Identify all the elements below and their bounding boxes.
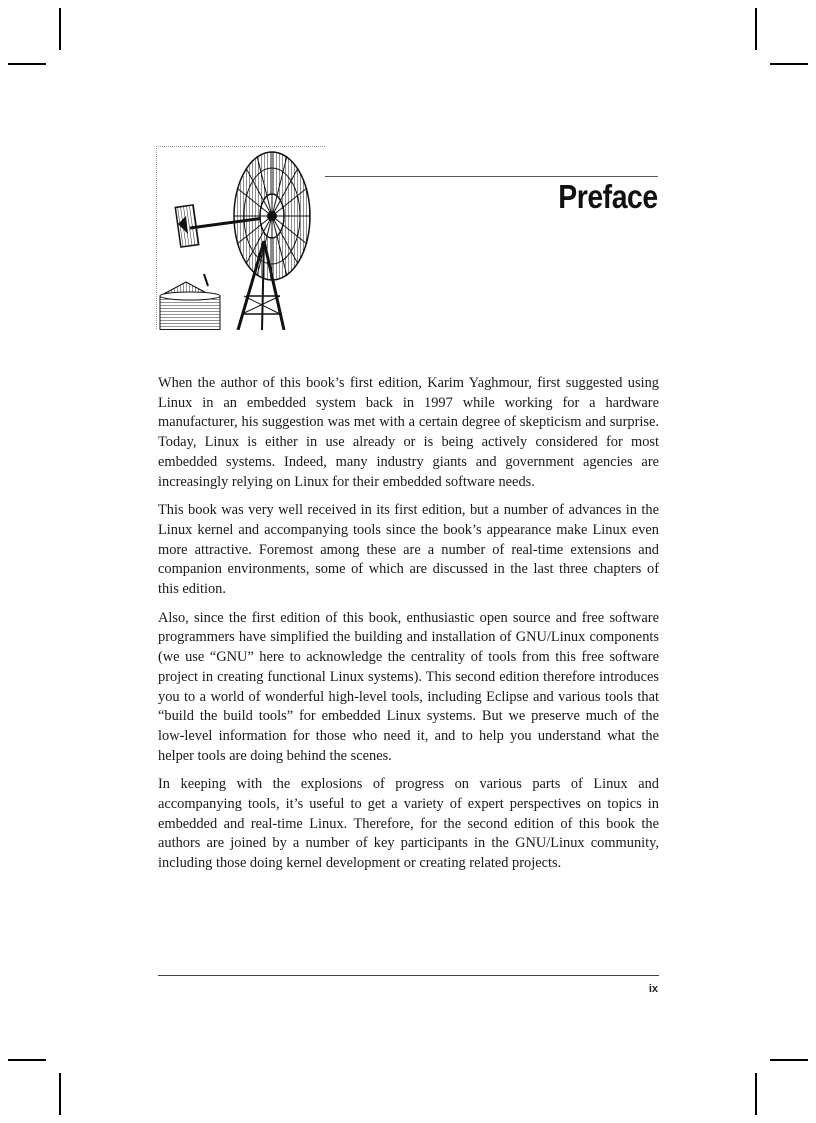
crop-mark-top-right-horizontal [770, 63, 808, 65]
paragraph: In keeping with the explosions of progress on various parts of Linux and accompanying tools, it’s useful to get a variety of expert perspectives on topics in embedded and real-time Linux. Therefore, for the second edition of this book the authors are joined by a number of key participants in the GNU/Linux community, including those doing kernel development or creating related projects. [158, 776, 659, 872]
chapter-title: Preface [558, 178, 658, 215]
body-text [158, 374, 659, 883]
footer-rule [158, 975, 659, 976]
crop-mark-top-left-horizontal [8, 63, 46, 65]
title-rule [325, 176, 658, 177]
crop-mark-bottom-right-horizontal [770, 1059, 808, 1061]
paragraph: This book was very well received in its first edition, but a number of advances in the Linux kernel and accompanying tools since the book’s appearance make Linux even more attractive. Foremost among these are a number of real-time extensions and companion environments, some of which are discussed in the last three chapters of this edition. [158, 502, 659, 598]
crop-mark-bottom-right-vertical [755, 1073, 757, 1115]
crop-mark-top-left-vertical [59, 8, 61, 50]
windmill-icon [156, 146, 326, 330]
paragraph: Also, since the first edition of this book, enthusiastic open source and free software programmers have simplified the building and installation of GNU/Linux components (we use “GNU” here to acknowledge the centrality of tools from this free software project in creating functional Linux systems). This second edition therefore introduces you to a world of wonderful high-level tools, including Eclipse and various tools that “build the build tools” for embedded Linux systems. But we preserve much of the low-level information for those who need it, and to help you understand what the helper tools are doing behind the scenes. [158, 609, 659, 764]
page-number: ix [648, 983, 658, 995]
crop-mark-bottom-left-horizontal [8, 1059, 46, 1061]
crop-mark-bottom-left-vertical [59, 1073, 61, 1115]
crop-mark-top-right-vertical [755, 8, 757, 50]
paragraph: When the author of this book’s first edition, Karim Yaghmour, first suggested using Linux in an embedded system back in 1997 while working for a hardware manufacturer, his suggestion was met with a certain degree of skepticism and surprise. Today, Linux is either in use already or is being actively considered for most embedded systems. Indeed, many industry giants and government agencies are increasingly relying on Linux for their embedded software needs. [158, 375, 659, 490]
